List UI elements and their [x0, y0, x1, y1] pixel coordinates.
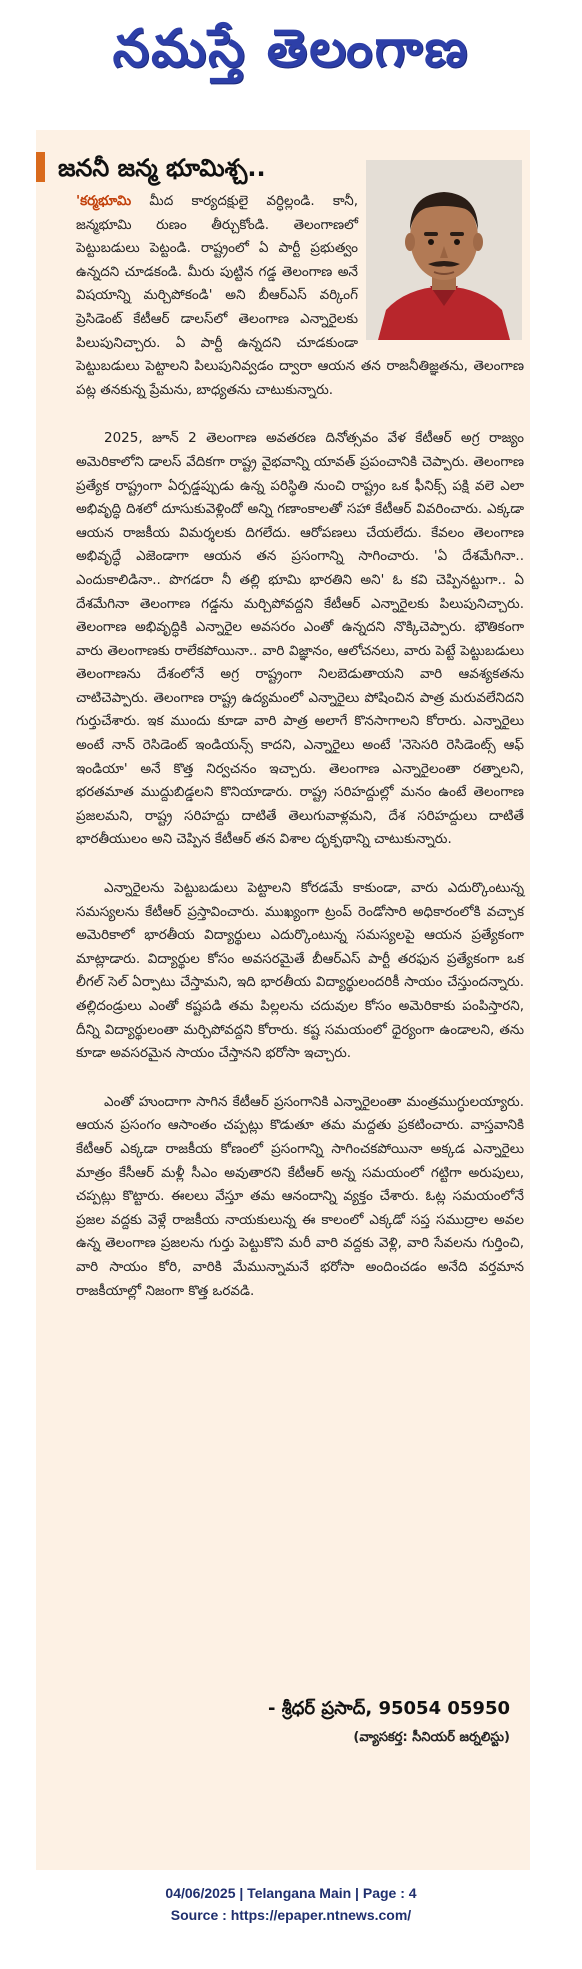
- article-panel: [36, 130, 530, 1870]
- paragraph-text: మీద కార్యదక్షులై వర్ధిల్లండి. కానీ, జన్మభూమి రుణం తీర్చుకోండి. తెలంగాణలో పెట్టుబడులు పెట్టండి. రాష్ట్రంలో ఏ పార్టీ ప్రభుత్వం ఉన్నదని చూడకండి. మీరు పుట్టిన గడ్డ తెలంగాణ అనే విషయాన్ని మర్చిపోకండి' అని బీఆర్ఎస్ వర్కింగ్ ప్రెసిడెంట్ కేటీఆర్ డాలస్‌లో తెలంగాణ ఎన్నారైలకు పిలుపునిచ్చారు. ఏ పార్టీ ఉన్నదని చూడకుండా పెట్టుబడులు పెట్టాలని పిలుపునివ్వడం ద్వారా ఆయన తన రాజనీతిజ్ఞతను, తెలంగాణ పట్ల తనకున్న ప్రేమను, బాధ్యతను చాటుకున్నారు.: [76, 193, 524, 398]
- page-footer: [0, 1882, 582, 1942]
- photo-float-spacer: [358, 190, 524, 346]
- kicker-word: 'కర్మభూమి: [76, 193, 132, 209]
- newspaper-title: నమస్తే తెలంగాణ: [112, 18, 470, 79]
- masthead: [0, 0, 582, 110]
- article-headline: జననీ జన్మ భూమిశ్చ..: [58, 154, 266, 182]
- article-paragraph: ఎన్నారైలను పెట్టుబడులు పెట్టాలని కోరడమే కాకుండా, వారు ఎదుర్కొంటున్న సమస్యలను కేటీఆర్ ప్రస్తావించారు. ముఖ్యంగా ట్రంప్ రెండోసారి అధికారంలోకి వచ్చాక అమెరికాలో భారతీయ విద్యార్థులు ఎదుర్కొంటున్న సమస్యలపై ఆయన ప్రత్యేకంగా మాట్లాడారు. విద్యార్థుల కోసం అవసరమైతే బీఆర్ఎస్ పార్టీ తరఫున ప్రత్యేకంగా ఒక లీగల్ సెల్ ఏర్పాటు చేస్తామని, ఇది భారతీయ విద్యార్థులందరికీ సాయం చేస్తుందన్నారు. తల్లిదండ్రులు ఎంతో కష్టపడి తమ పిల్లలను చదువుల కోసం అమెరికాకు పంపిస్తారని, దీన్ని విద్యార్థులంతా మర్చిపోవద్దని కోరారు. కష్ట సమయంలో ధైర్యంగా ఉండాలని, తను కూడా అవసరమైన సాయం చేస్తానని భరోసా ఇచ్చారు.: [76, 880, 524, 1062]
- article-paragraph: 2025, జూన్ 2 తెలంగాణ అవతరణ దినోత్సవం వేళ కేటీఆర్ అగ్ర రాజ్యం అమెరికాలోని డాలస్ వేదికగా రాష్ట్ర వైభవాన్ని యావత్ ప్రపంచానికి చెప్పారు. తెలంగాణ ప్రత్యేక రాష్ట్రంగా ఏర్పడ్డప్పుడు ఉన్న పరిస్థితి నుంచి రాష్ట్రం ఒక ఫీనిక్స్ పక్షి వలె ఎలా అభివృద్ధి దిశలో దూసుకువెళ్లిందో అన్ని గణాంకాలతో సహా కేటీఆర్ వివరించారు. ఎక్కడా ఆయన రాజకీయ విమర్శలకు దిగలేదు. ఆరోపణలు చేయలేదు. కేవలం తెలంగాణ అభివృద్ధే ఎజెండాగా ఆయన తన ప్రసంగాన్ని సాగించారు. 'ఏ దేశమేగినా.. ఎందుకాలిడినా.. పొగడరా నీ తల్లి భూమి భారతిని అని' ఓ కవి చెప్పినట్టుగా.. ఏ దేశమేగినా తెలంగాణ గడ్డను మర్చిపోవద్దని కేటీఆర్ ఎన్నారైలకు పిలుపునిచ్చారు. తెలంగాణ అభివృద్ధికి ఎన్నారైల అవసరం ఎంతో ఉన్నదని నొక్కిచెప్పారు. భౌతికంగా వారు తెలంగాణకు రాలేకపోయినా.. వారి విజ్ఞానం, ఆలోచనలు, వారు పెట్టే పెట్టుబడులు తెలంగాణను దేశంలోనే అగ్ర రాష్ట్రంగా నిలబెడుతాయని వారి ఆవశ్యకతను చాటిచెప్పారు. తెలంగాణ రాష్ట్ర ఉద్యమంలో ఎన్నారైలు పోషించిన పాత్ర మరువలేనిదని గుర్తుచేశారు. ఇక ముందు కూడా వారి పాత్ర అలాగే కొనసాగాలని కోరారు. ఎన్నారైలు అంటే నాన్ రెసిడెంట్ ఇండియన్స్ కాదని, ఎన్నారైలు అంటే 'నెసెసరి రెసిడెంట్స్ ఆఫ్ ఇండియా' అనే కొత్త నిర్వచనం ఇచ్చారు. తెలంగాణ ఎన్నారైలంతా రత్నాలని, భరతమాత ముద్దుబిడ్డలని కొనియాడారు. రాష్ట్ర సరిహద్దుల్లో మనం ఉంటే తెలంగాణ ప్రజలమని, రాష్ట్ర సరిహద్దు దాటితే తెలుగువాళ్లమని, దేశ సరిహద్దులు దాటితే భారతీయులం అని చెప్పిన కేటీఆర్ తన విశాల దృక్పథాన్ని చాటుకున్నారు.: [76, 430, 524, 848]
- footer-source-link[interactable]: Source : https://epaper.ntnews.com/: [170, 1907, 412, 1923]
- footer-edition-info: 04/06/2025 | Telangana Main | Page : 4: [165, 1885, 417, 1901]
- article-body: [76, 190, 524, 1328]
- author-byline: - శ్రీధర్ ప్రసాద్, 95054 05950: [268, 1698, 510, 1719]
- article-paragraph: ఎంతో హుందాగా సాగిన కేటీఆర్ ప్రసంగానికి ఎన్నారైలంతా మంత్రముగ్ధులయ్యారు. ఆయన ప్రసంగం ఆసాంతం చప్పట్లు కొడుతూ తమ మద్దతు ప్రకటించారు. వాస్తవానికి కేటీఆర్ ఎక్కడా రాజకీయ కోణంలో ప్రసంగాన్ని సాగించకపోయినా అక్కడ ఎన్నారైలు మాత్రం కేసీఆర్ మళ్లీ సీఎం అవుతారని కేటీఆర్ అన్న సమయంలో గట్టిగా అరుపులు, చప్పట్లు కొట్టారు. ఈలలు వేస్తూ తమ ఆనందాన్ని వ్యక్తం చేశారు. ఓట్ల సమయంలోనే ప్రజల వద్దకు వెళ్లే రాజకీయ నాయకులున్న ఈ కాలంలో ఎక్కడో సప్త సముద్రాల అవల ఉన్న తెలంగాణ ప్రజలను గుర్తు పెట్టుకొని మరీ వారి వద్దకు వెళ్లి, వారి సేవలను గుర్తించి, వారి సాయం కోరి, వారికి మేమున్నామనే భరోసా అందించడం అనేది వర్తమాన రాజకీయాల్లో నిజంగా కొత్త ఒరవడి.: [76, 1093, 524, 1299]
- author-role: (వ్యాసకర్త: సీనియర్ జర్నలిస్టు): [353, 1730, 510, 1745]
- headline-accent-bar: [36, 152, 45, 182]
